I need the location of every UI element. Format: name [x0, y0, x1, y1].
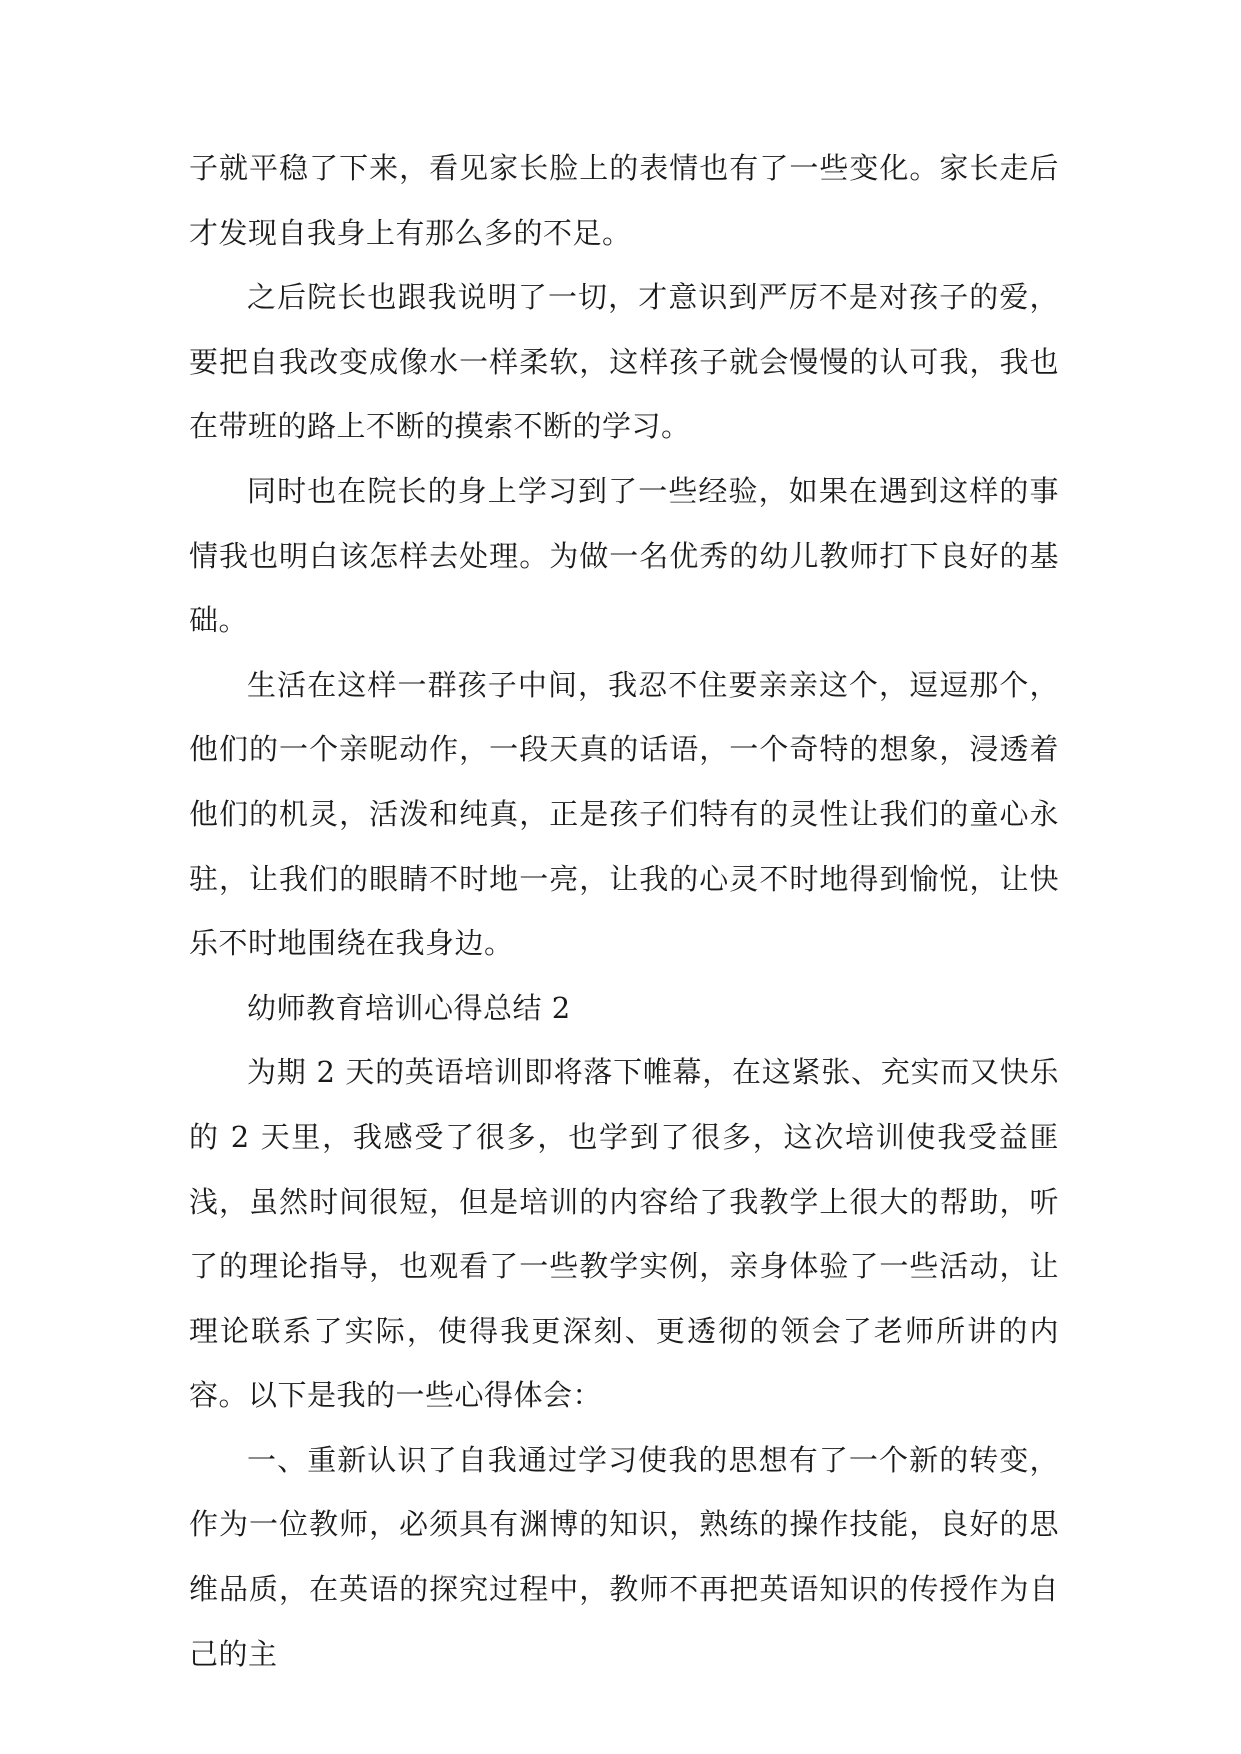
paragraph-1: 子就平稳了下来，看见家长脸上的表情也有了一些变化。家长走后才发现自我身上有那么多的不足。	[189, 151, 1059, 250]
paragraph-6: 一、重新认识了自我通过学习使我的思想有了一个新的转变，作为一位教师，必须具有渊博的知识，熟练的操作技能，良好的思维品质，在英语的探究过程中，教师不再把英语知识的传授作为自己的主	[189, 1442, 1059, 1671]
paragraph-2: 之后院长也跟我说明了一切，才意识到严厉不是对孩子的爱，要把自我改变成像水一样柔软，这样孩子就会慢慢的认可我，我也在带班的路上不断的摸索不断的学习。	[189, 280, 1059, 444]
section-heading: 幼师教育培训心得总结 2	[247, 990, 571, 1025]
paragraph-5: 为期 2 天的英语培训即将落下帷幕，在这紧张、充实而又快乐的 2 天里，我感受了很多，也学到了很多，这次培训使我受益匪浅，虽然时间很短，但是培训的内容给了我教学上很大的帮助，听了的理论指导，也观看了一些教学实例，亲身体验了一些活动，让理论联系了实际，使得我更深刻、更透彻的领会了老师所讲的内容。以下是我的一些心得体会：	[189, 1055, 1059, 1413]
paragraph-3: 同时也在院长的身上学习到了一些经验，如果在遇到这样的事情我也明白该怎样去处理。为做一名优秀的幼儿教师打下良好的基础。	[189, 473, 1059, 638]
paragraph-4: 生活在这样一群孩子中间，我忍不住要亲亲这个，逗逗那个，他们的一个亲昵动作，一段天真的话语，一个奇特的想象，浸透着他们的机灵，活泼和纯真，正是孩子们特有的灵性让我们的童心永驻，让我们的眼睛不时地一亮，让我的心灵不时地得到愉悦，让快乐不时地围绕在我身边。	[189, 667, 1059, 961]
document-body	[189, 136, 1059, 1686]
